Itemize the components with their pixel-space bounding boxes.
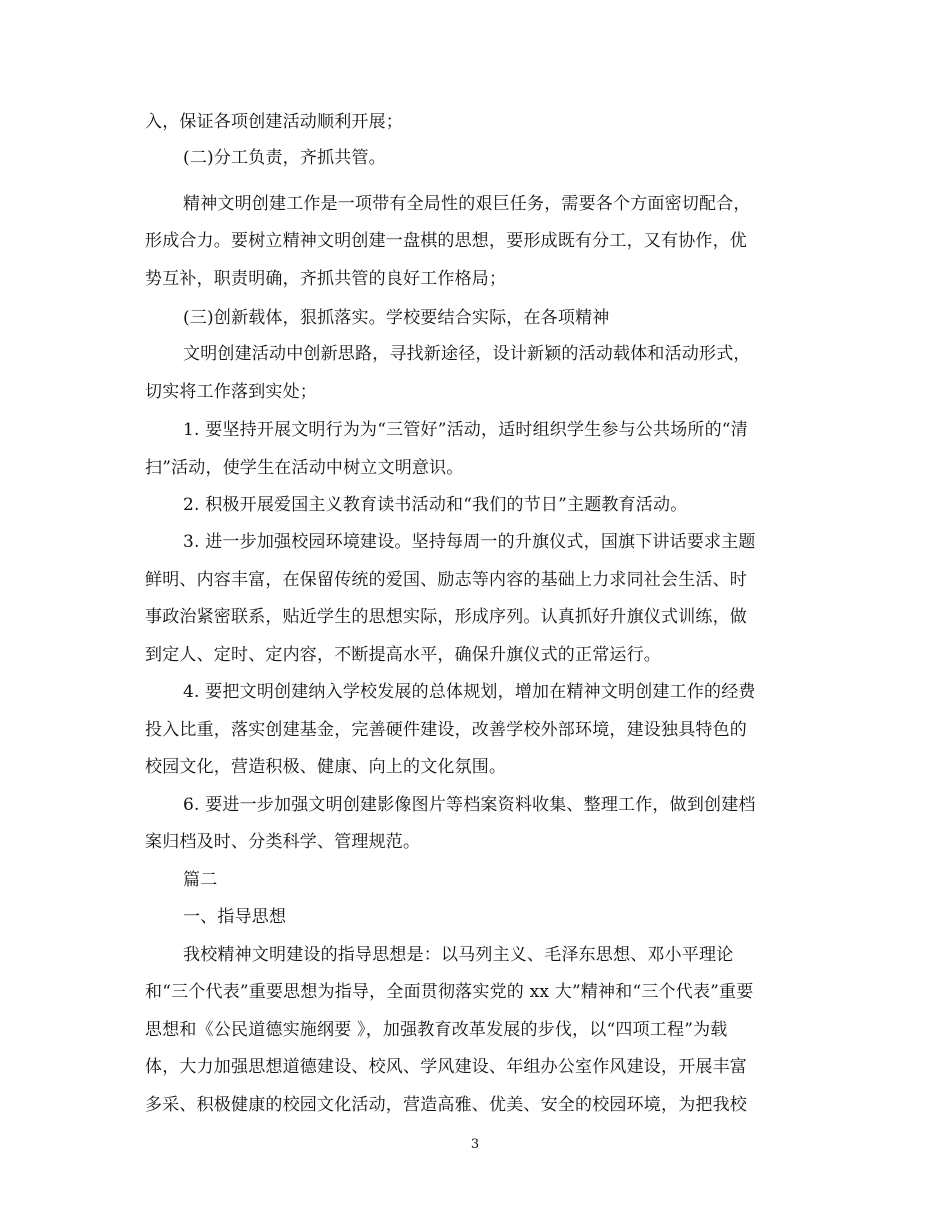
list-item-3-line-4: 到定人、定时、定内容，不断提高水平，确保升旗仪式的正常运行。 <box>145 645 661 665</box>
paragraph-line-7: 文明创建活动中创新思路，寻找新途径，设计新颖的活动载体和活动形式， <box>183 344 751 364</box>
paragraph-line-27: 多采、积极健康的校园文化活动，营造高雅、优美、安全的校园环境，为把我校 <box>145 1095 747 1115</box>
list-item-4-line-1: 4. 要把文明创建纳入学校发展的总体规划，增加在精神文明创建工作的经费 <box>183 682 756 702</box>
list-item-2: 2. 积极开展爱国主义教育读书活动和“我们的节日”主题教育活动。 <box>183 495 688 515</box>
list-item-4-line-2: 投入比重，落实创建基金，完善硬件建设，改善学校外部环境，建设独具特色的 <box>145 720 747 740</box>
list-item-3-line-2: 鲜明、内容丰富，在保留传统的爱国、励志等内容的基础上力求同社会生活、时 <box>145 570 747 590</box>
paragraph-line-5: 势互补，职责明确，齐抓共管的良好工作格局； <box>145 269 507 289</box>
list-item-4-line-3: 校园文化，营造积极、健康、向上的文化氛围。 <box>145 757 507 777</box>
list-item-3-line-3: 事政治紧密联系，贴近学生的思想实际，形成序列。认真抓好升旗仪式训练，做 <box>145 607 747 627</box>
list-item-6-line-2: 案归档及时、分类科学、管理规范。 <box>145 832 421 852</box>
paragraph-line-8: 切实将工作落到实处； <box>145 382 317 402</box>
section-heading-guiding-thought: 一、指导思想 <box>183 907 287 927</box>
paragraph-line-1: 入，保证各项创建活动顺利开展； <box>145 112 403 132</box>
list-item-1-line-1: 1. 要坚持开展文明行为为“三管好”活动，适时组织学生参与公共场所的“清 <box>183 420 748 440</box>
paragraph-line-4: 形成合力。要树立精神文明创建一盘棋的思想，要形成既有分工，又有协作，优 <box>145 231 747 251</box>
paragraph-line-26: 体，大力加强思想道德建设、校风、学风建设、年组办公室作风建设，开展丰富 <box>145 1057 747 1077</box>
page-number: 3 <box>470 1137 480 1152</box>
section-heading-3: (三)创新载体，狠抓落实。学校要结合实际，在各项精神 <box>183 308 610 328</box>
list-item-6-line-1: 6. 要进一步加强文明创建影像图片等档案资料收集、整理工作，做到创建档 <box>183 795 756 815</box>
list-item-1-line-2: 扫”活动，使学生在活动中树立文明意识。 <box>145 458 464 478</box>
list-item-3-line-1: 3. 进一步加强校园环境建设。坚持每周一的升旗仪式，国旗下讲话要求主题 <box>183 532 756 552</box>
paragraph-line-23: 我校精神文明建设的指导思想是：以马列主义、毛泽东思想、邓小平理论 <box>183 945 734 965</box>
paragraph-line-25: 思想和《公民道德实施纲要 》，加强教育改革发展的步伐，以“四项工程”为载 <box>145 1020 728 1040</box>
paragraph-line-3: 精神文明创建工作是一项带有全局性的艰巨任务，需要各个方面密切配合， <box>183 194 751 214</box>
paragraph-line-24: 和“三个代表”重要思想为指导，全面贯彻落实党的 xx 大”精神和“三个代表”重要 <box>145 982 754 1002</box>
section-heading-2: (二)分工负责，齐抓共管。 <box>183 148 386 168</box>
chapter-heading: 篇二 <box>183 870 218 890</box>
